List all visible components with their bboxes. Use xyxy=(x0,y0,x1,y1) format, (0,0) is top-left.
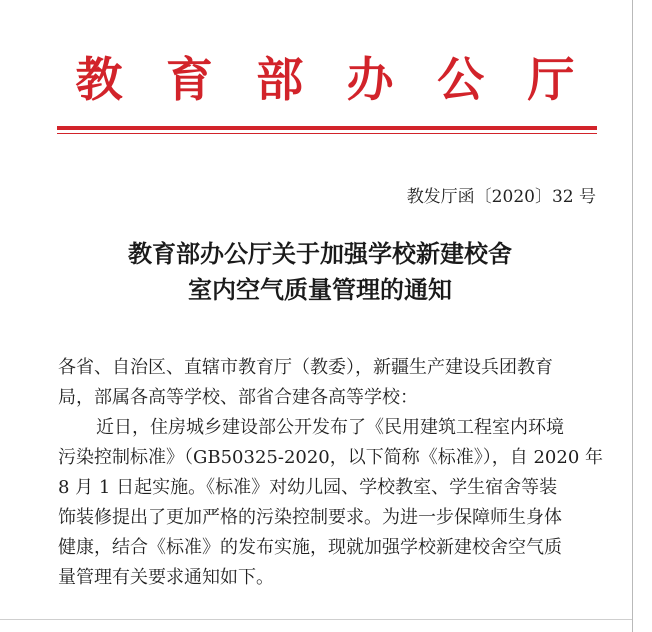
salutation-line-1: 各省、自治区、直辖市教育厅（教委），新疆生产建设兵团教育 xyxy=(58,357,553,378)
letterhead-char: 教 xyxy=(75,53,123,108)
paragraph-line-1: 近日，住房城乡建设部公开发布了《民用建筑工程室内环境 xyxy=(96,417,564,438)
page-edge-right xyxy=(632,0,633,632)
red-divider-thin xyxy=(57,133,597,134)
paragraph-line-3: 8 月 1 日起实施。《标准》对幼儿园、学校教室、学生宿舍等装 xyxy=(58,477,558,498)
title-line-2: 室内空气质量管理的通知 xyxy=(188,275,452,304)
letterhead-char: 育 xyxy=(165,53,213,108)
letterhead-char: 公 xyxy=(437,53,485,108)
salutation-line-2: 局，部属各高等学校、部省合建各高等学校： xyxy=(58,387,418,408)
document-number: 教发厅函〔2020〕32 号 xyxy=(406,187,596,207)
red-divider-thick xyxy=(57,126,597,130)
letterhead-char: 部 xyxy=(256,53,304,108)
title-line-1: 教育部办公厅关于加强学校新建校舍 xyxy=(128,239,512,268)
paragraph-line-4: 饰装修提出了更加严格的污染控制要求。为进一步保障师生身体 xyxy=(58,507,562,528)
paragraph-line-2: 污染控制标准》（GB50325-2020，以下简称《标准》），自 2020 年 xyxy=(58,447,604,468)
paragraph-line-6: 量管理有关要求通知如下。 xyxy=(58,567,274,588)
paragraph-line-5: 健康，结合《标准》的发布实施，现就加强学校新建校舍空气质 xyxy=(58,537,562,558)
letterhead-char: 厅 xyxy=(527,53,575,108)
letterhead-char: 办 xyxy=(346,53,394,108)
document-body xyxy=(58,353,612,593)
letterhead xyxy=(70,52,580,110)
page-edge-bottom xyxy=(0,619,632,620)
document-title xyxy=(40,236,600,308)
